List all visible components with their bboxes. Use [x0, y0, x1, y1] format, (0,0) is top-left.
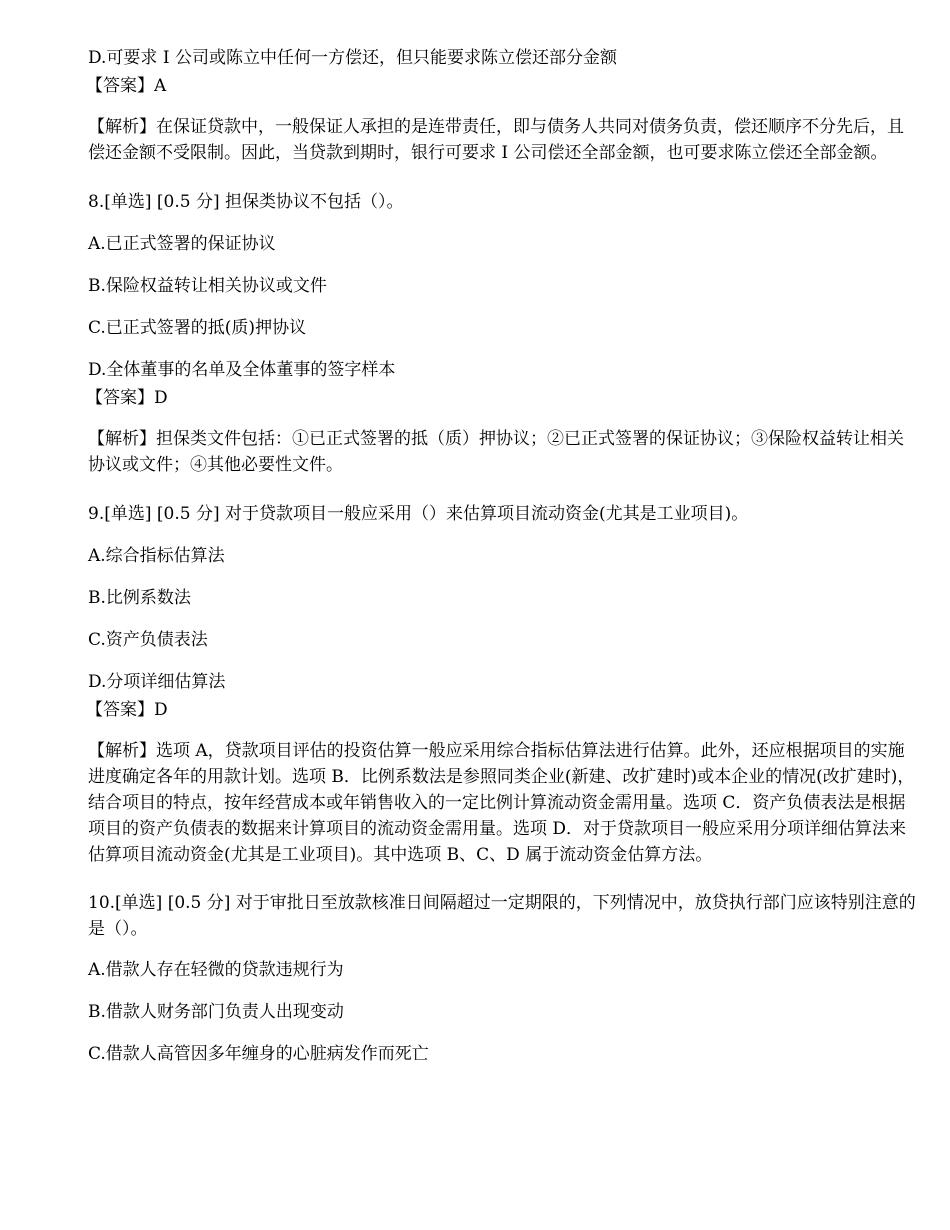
- q9-option-a: A.综合指标估算法: [88, 546, 225, 566]
- q9-analysis: 【解析】选项 A，贷款项目评估的投资估算一般应采用综合指标估算法进行估算。此外，还应根据项目的实施进度确定各年的用款计划。选项 B．比例系数法是参照同类企业(新建、改扩建时)或本企业的情况(改扩建时)，结合项目的特点，按年经营成本或年销售收入的一定比例计算流动资金需用量。选项 C．资产负债表法是根据项目的资产负债表的数据来计算项目的流动资金需用量。选项 D．对于贷款项目一般应采用分项详细估算法来估算项目流动资金(尤其是工业项目)。其中选项 B、C、D 属于流动资金估算方法。: [88, 741, 915, 865]
- q9-option-c: C.资产负债表法: [88, 630, 208, 650]
- q7-option-d: D.可要求 I 公司或陈立中任何一方偿还，但只能要求陈立偿还部分金额: [88, 48, 617, 68]
- q10-option-a: A.借款人存在轻微的贷款违规行为: [88, 960, 344, 980]
- q9-answer: 【答案】D: [86, 700, 168, 720]
- q8-option-d: D.全体董事的名单及全体董事的签字样本: [88, 360, 396, 380]
- document-page: [88, 44, 918, 1068]
- q8-question: 8.[单选] [0.5 分] 担保类协议不包括（）。: [88, 192, 404, 212]
- q10-question: 10.[单选] [0.5 分] 对于审批日至放款核准日间隔超过一定期限的，下列情况中，放贷执行部门应该特别注意的是（）。: [88, 893, 916, 939]
- q10-option-c: C.借款人高管因多年缠身的心脏病发作而死亡: [88, 1044, 429, 1064]
- q8-analysis: 【解析】担保类文件包括：①已正式签署的抵（质）押协议；②已正式签署的保证协议；③保险权益转让相关协议或文件；④其他必要性文件。: [88, 429, 904, 475]
- q8-option-c: C.已正式签署的抵(质)押协议: [88, 318, 307, 338]
- q7-answer: 【答案】A: [86, 76, 167, 96]
- q8-option-a: A.已正式签署的保证协议: [88, 234, 276, 254]
- q8-option-b: B.保险权益转让相关协议或文件: [88, 276, 327, 296]
- q9-option-b: B.比例系数法: [88, 588, 191, 608]
- q10-option-b: B.借款人财务部门负责人出现变动: [88, 1002, 344, 1022]
- q8-answer: 【答案】D: [86, 388, 168, 408]
- q9-option-d: D.分项详细估算法: [88, 672, 226, 692]
- q7-analysis: 【解析】在保证贷款中，一般保证人承担的是连带责任，即与债务人共同对债务负责，偿还顺序不分先后，且偿还金额不受限制。因此，当贷款到期时，银行可要求 I 公司偿还全部金额，也可要求陈立偿还全部金额。: [88, 117, 904, 163]
- q9-question: 9.[单选] [0.5 分] 对于贷款项目一般应采用（）来估算项目流动资金(尤其是工业项目)。: [88, 504, 749, 524]
